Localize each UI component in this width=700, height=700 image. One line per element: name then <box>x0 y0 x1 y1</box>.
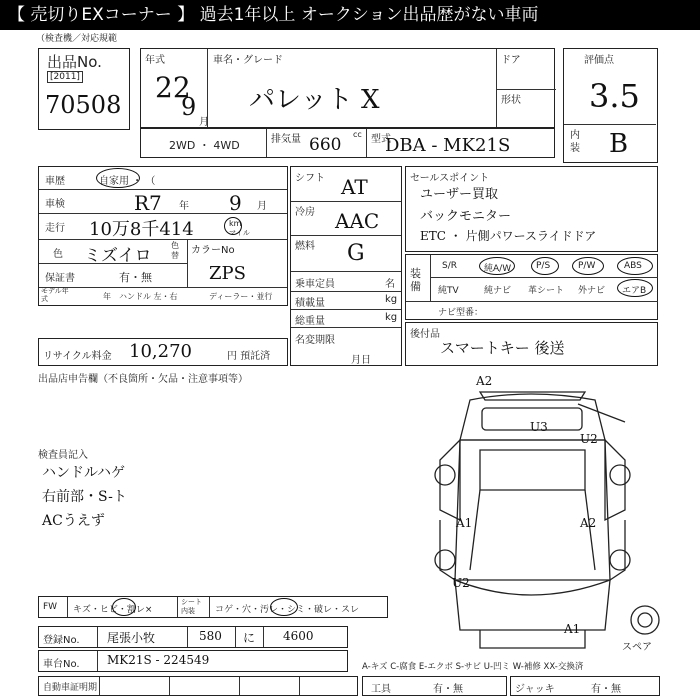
model-year-unit: 年 <box>103 292 111 301</box>
mileage-label: 走行 <box>45 223 65 234</box>
type-value: DBA - MK21S <box>385 135 511 156</box>
inspector-note-1: ハンドルハゲ <box>42 465 126 481</box>
notes-header: 出品店申告欄（不良箇所・欠品・注意事項等） <box>38 374 248 385</box>
inspection-year-unit: 年 <box>179 201 189 212</box>
aircon-value: AAC <box>335 209 380 233</box>
color-label: 色 <box>53 249 63 260</box>
equip-ps: P/S <box>536 261 551 271</box>
capacity-unit: 名 <box>385 279 395 290</box>
damage-mark-a1-left: A1 <box>456 516 473 530</box>
lot-number: 70508 <box>45 91 122 119</box>
weight-label: 総重量 <box>295 316 325 327</box>
lot-year-tag: [2011] <box>47 71 83 83</box>
ps-circle <box>531 257 559 275</box>
shape-label: 形状 <box>501 95 521 106</box>
cert-row <box>38 676 358 696</box>
score-label: 評価点 <box>584 55 614 66</box>
registration-row <box>38 626 348 648</box>
registration-number: 4600 <box>283 629 314 643</box>
color-number-label: カラーNo <box>191 245 235 256</box>
recycle-value: 10,270 <box>129 341 192 362</box>
year-value: 22 <box>155 71 191 104</box>
main-info-box <box>38 166 288 306</box>
seat-circle <box>270 598 298 616</box>
equip-ext-navi: 外ナビ <box>578 286 606 296</box>
registration-kana: に <box>243 631 256 645</box>
load-unit: kg <box>385 294 398 305</box>
recycle-label: リサイクル料金 <box>43 351 112 362</box>
damage-legend: A-キズ C-腐食 E-エクボ S-サビ U-凹ミ W-補修 XX-交換済 <box>362 662 584 672</box>
spec-box <box>290 166 402 366</box>
reg-deadline-unit: 月日 <box>351 355 371 366</box>
inspection-month-unit: 月 <box>257 201 267 212</box>
airbag-circle <box>617 279 653 297</box>
month-unit: 月 <box>199 117 209 128</box>
seat-items: コゲ・穴・汚レ・シミ・破レ・スレ <box>215 605 360 615</box>
warranty-value: 有・無 <box>119 271 152 284</box>
aircon-label: 冷房 <box>295 207 315 218</box>
model-value: パレット X <box>249 85 380 115</box>
jack-label: ジャッキ <box>515 684 555 695</box>
inspection-era: R7 <box>134 191 162 215</box>
sub-header: （検査機／対応規範 <box>36 34 118 44</box>
aw-circle <box>479 257 515 275</box>
interior-value: B <box>609 129 629 159</box>
capacity-label: 乗車定員 <box>295 279 335 290</box>
damage-mark-a2-right: A2 <box>580 516 597 530</box>
color-change-label: 色替 <box>171 241 179 260</box>
equip-airbag: エアB <box>622 286 647 296</box>
tools-label: 工具 <box>371 684 391 695</box>
inspection-label: 車検 <box>45 199 65 210</box>
chassis-row <box>38 650 348 672</box>
auction-banner: 【 売切りEXコーナー 】 過去1年以上 オークション出品歴がない車両 <box>0 0 700 30</box>
fw-label: FW <box>43 602 58 612</box>
dealer-value: ディーラー・並行 <box>209 292 273 301</box>
inspector-label: 検査員記入 <box>38 450 88 461</box>
equip-sr: S/R <box>442 261 457 271</box>
drive-row <box>140 128 555 158</box>
sales-points-label: セールスポイント <box>410 173 490 184</box>
equip-leather: 革シート <box>528 286 565 296</box>
equip-pw: P/W <box>578 261 596 271</box>
fw-circle <box>112 598 136 616</box>
displacement-unit: cc <box>353 130 362 139</box>
equip-aw: 純A/W <box>484 264 512 274</box>
tools-row <box>362 676 507 696</box>
model-label: 車名・グレード <box>213 55 283 66</box>
damage-mark-u3: U3 <box>530 420 548 434</box>
sales-points-box <box>405 166 658 252</box>
shift-value: AT <box>341 175 368 199</box>
inspection-month: 9 <box>229 191 242 215</box>
color-value: ミズイロ <box>84 246 152 266</box>
damage-mark-a2-top: A2 <box>476 374 493 388</box>
inspector-note-3: ACうえず <box>42 513 105 529</box>
chassis-value: MK21S - 224549 <box>107 653 210 667</box>
cert-label: 自動車証明期 <box>43 683 98 693</box>
color-number-value: ZPS <box>209 263 246 284</box>
interior-label: 内装 <box>570 130 580 154</box>
jack-value: 有・無 <box>591 684 621 695</box>
chassis-label: 車台No. <box>43 659 80 670</box>
sales-point-3: ETC ・ 片側パワースライドドア <box>420 229 597 243</box>
drive-value: 2WD ・ 4WD <box>169 139 240 152</box>
warranty-label: 保証書 <box>45 273 75 284</box>
spare-label: スペア <box>622 642 652 653</box>
inspector-note-2: 右前部・S-ト <box>42 489 127 505</box>
equip-navi: 純ナビ <box>484 286 512 296</box>
vehicle-info-box <box>140 48 555 128</box>
fw-text: キズ・ヒビ・割レ× <box>73 605 153 615</box>
sales-point-2: バックモニター <box>420 209 512 224</box>
registration-class: 580 <box>199 629 222 643</box>
fuel-label: 燃料 <box>295 241 315 252</box>
fuel-value: G <box>347 241 365 266</box>
mileage-value: 10万8千414 <box>89 219 194 240</box>
handle-value: ハンドル 左・右 <box>119 292 178 301</box>
tools-value: 有・無 <box>433 684 463 695</box>
abs-circle <box>617 257 653 275</box>
shift-label: シフト <box>295 173 325 184</box>
score-box <box>563 48 658 163</box>
damage-mark-u2-left: U2 <box>452 576 470 590</box>
fw-row <box>38 596 388 618</box>
displacement-label: 排気量 <box>271 134 301 145</box>
load-label: 積載量 <box>295 298 325 309</box>
registration-label: 登録No. <box>43 635 80 646</box>
model-year-label: モデル年式 <box>41 287 69 303</box>
damage-mark-a1-bottom: A1 <box>564 622 581 636</box>
equip-abs: ABS <box>624 261 642 271</box>
doors-label: ドア <box>501 55 521 66</box>
recycle-unit: 円 預託済 <box>227 351 271 362</box>
aftermarket-label: 後付品 <box>410 329 440 340</box>
navi-model-label: ナビ型番： <box>438 308 484 318</box>
weight-unit: kg <box>385 312 398 323</box>
aftermarket-value: スマートキー 後送 <box>440 339 565 357</box>
aftermarket-box <box>405 322 658 366</box>
year-label: 年式 <box>145 55 165 66</box>
mileage-unit-km: km <box>229 219 242 228</box>
lot-label: 出品No. <box>47 53 102 71</box>
km-circle <box>224 217 242 235</box>
sales-point-1: ユーザー買取 <box>420 187 499 202</box>
registration-place: 尾張小牧 <box>107 631 156 645</box>
equip-tv: 純TV <box>438 286 459 296</box>
pw-circle <box>572 257 604 275</box>
car-diagram <box>410 370 690 660</box>
month-value: 9 <box>181 93 197 121</box>
jack-row <box>510 676 660 696</box>
history-label: 車歴 <box>45 176 65 187</box>
score-value: 3.5 <box>589 77 640 115</box>
recycle-box <box>38 338 288 366</box>
equipment-label: 装備 <box>410 267 421 293</box>
type-label: 型式 <box>371 134 391 145</box>
reg-deadline-label: 名変期限 <box>295 335 335 346</box>
displacement-value: 660 <box>309 135 342 155</box>
lot-box <box>38 48 130 130</box>
damage-mark-u2-right: U2 <box>580 432 598 446</box>
history-circle <box>96 168 140 188</box>
mileage-unit-mile: マイル <box>229 229 250 237</box>
seat-label: シート内装 <box>181 598 202 615</box>
history-value: 自家用 ・ （ <box>99 176 156 187</box>
